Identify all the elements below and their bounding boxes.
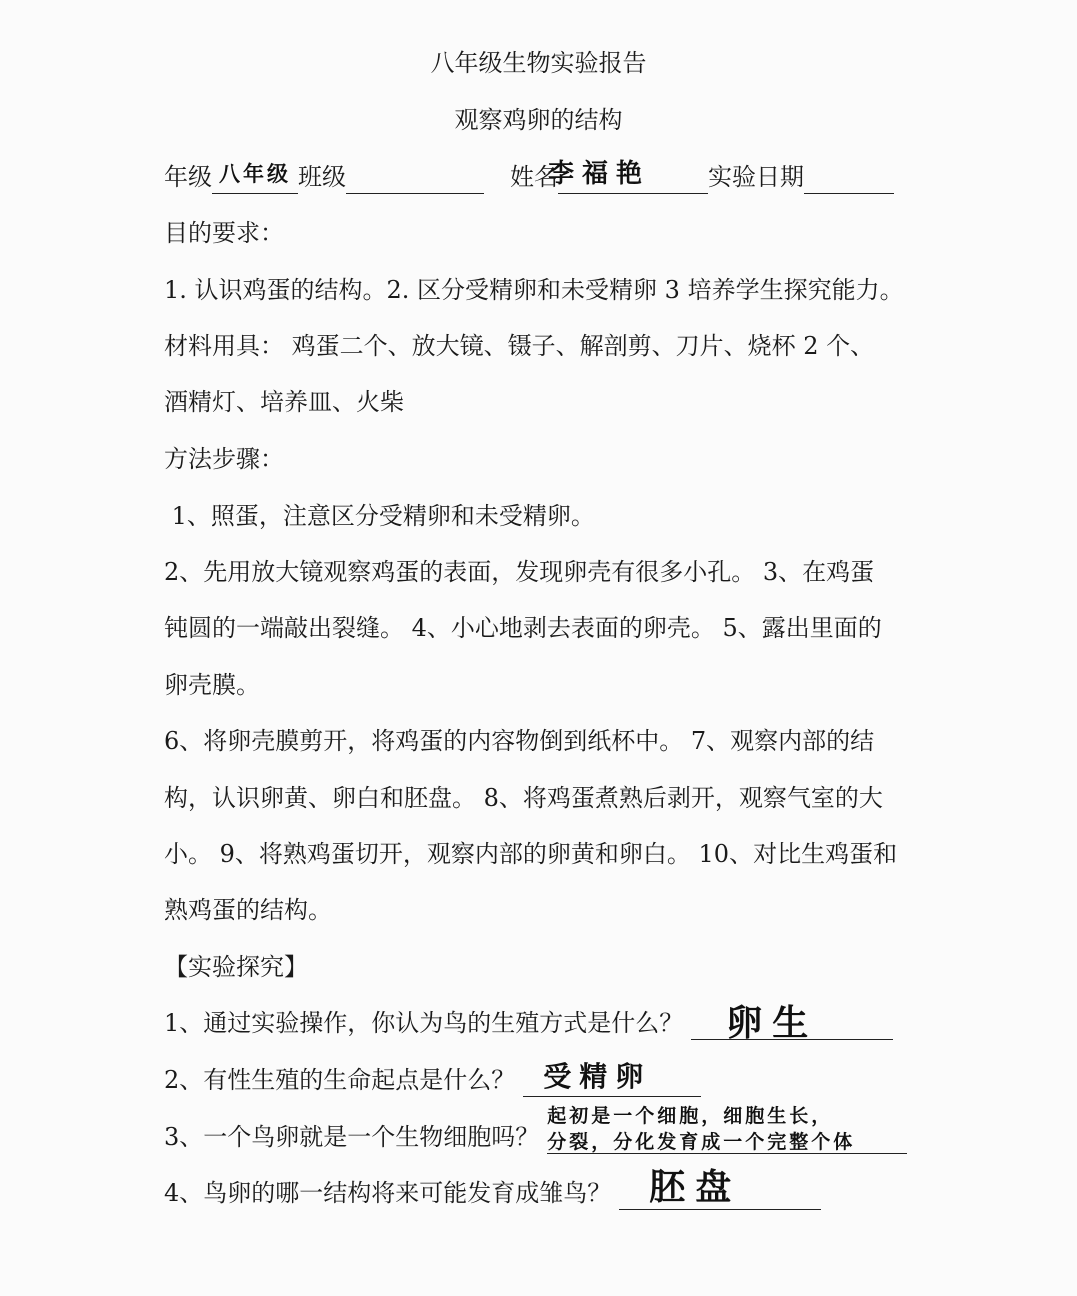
inquiry-heading: 【实验探究】	[164, 953, 308, 981]
method-heading: 方法步骤：	[164, 445, 284, 473]
method-line: 构，认识卵黄、卵白和胚盘。 8、将鸡蛋煮熟后剥开，观察气室的大	[164, 784, 883, 812]
grade-value: 八年级	[219, 162, 291, 186]
answer-2: 受精卵	[543, 1060, 652, 1093]
method-line: 卵壳膜。	[164, 671, 260, 699]
question-1	[164, 1003, 893, 1044]
report-title: 八年级生物实验报告	[430, 49, 647, 77]
answer-4-field[interactable]	[619, 1167, 821, 1210]
student-info-row	[164, 160, 894, 194]
method-line: 小。 9、将熟鸡蛋切开，观察内部的卵黄和卵白。 10、对比生鸡蛋和	[164, 840, 898, 868]
name-field[interactable]	[548, 159, 708, 194]
answer-1: 卵生	[726, 1003, 819, 1044]
class-label: 班级	[298, 163, 346, 191]
question-2	[164, 1060, 701, 1097]
answer-3-line-2: 分裂，分化发育成一个完整个体	[547, 1131, 856, 1153]
materials-line-1: 材料用具： 鸡蛋二个、放大镜、镊子、解剖剪、刀片、烧杯 2 个、	[164, 332, 875, 360]
method-line: 1、照蛋，注意区分受精卵和未受精卵。	[164, 502, 595, 530]
name-label: 姓名	[510, 163, 558, 191]
date-field[interactable]	[804, 163, 894, 194]
grade-label: 年级	[164, 163, 212, 191]
method-line: 2、先用放大镜观察鸡蛋的表面，发现卵壳有很多小孔。 3、在鸡蛋	[164, 558, 875, 586]
answer-3-field[interactable]	[547, 1105, 907, 1154]
method-line: 钝圆的一端敲出裂缝。 4、小心地剥去表面的卵壳。 5、露出里面的	[164, 614, 882, 642]
question-2-text: 2、有性生殖的生命起点是什么？	[164, 1066, 516, 1094]
method-line: 6、将卵壳膜剪开，将鸡蛋的内容物倒到纸杯中。 7、观察内部的结	[164, 727, 875, 755]
class-field[interactable]	[346, 163, 484, 194]
question-3-text: 3、一个鸟卵就是一个生物细胞吗？	[164, 1123, 540, 1151]
question-3	[164, 1105, 907, 1154]
report-subtitle: 观察鸡卵的结构	[454, 106, 623, 134]
grade-field[interactable]	[212, 163, 298, 194]
purpose-heading: 目的要求：	[164, 219, 284, 247]
answer-1-field[interactable]	[691, 1003, 893, 1044]
answer-2-field[interactable]	[523, 1060, 701, 1097]
answer-3-line-1: 起初是一个细胞，细胞生长，	[547, 1105, 834, 1127]
method-line: 熟鸡蛋的结构。	[164, 896, 332, 924]
question-4	[164, 1167, 821, 1210]
purpose-text: 1. 认识鸡蛋的结构。2. 区分受精卵和未受精卵 3 培养学生探究能力。	[164, 276, 904, 304]
question-1-text: 1、通过实验操作，你认为鸟的生殖方式是什么？	[164, 1009, 684, 1037]
name-value: 李福艳	[548, 159, 651, 189]
question-4-text: 4、鸟卵的哪一结构将来可能发育成雏鸟？	[164, 1179, 612, 1207]
date-label: 实验日期	[708, 163, 804, 191]
materials-line-2: 酒精灯、培养皿、火柴	[164, 388, 404, 416]
answer-4: 胚盘	[649, 1167, 742, 1208]
